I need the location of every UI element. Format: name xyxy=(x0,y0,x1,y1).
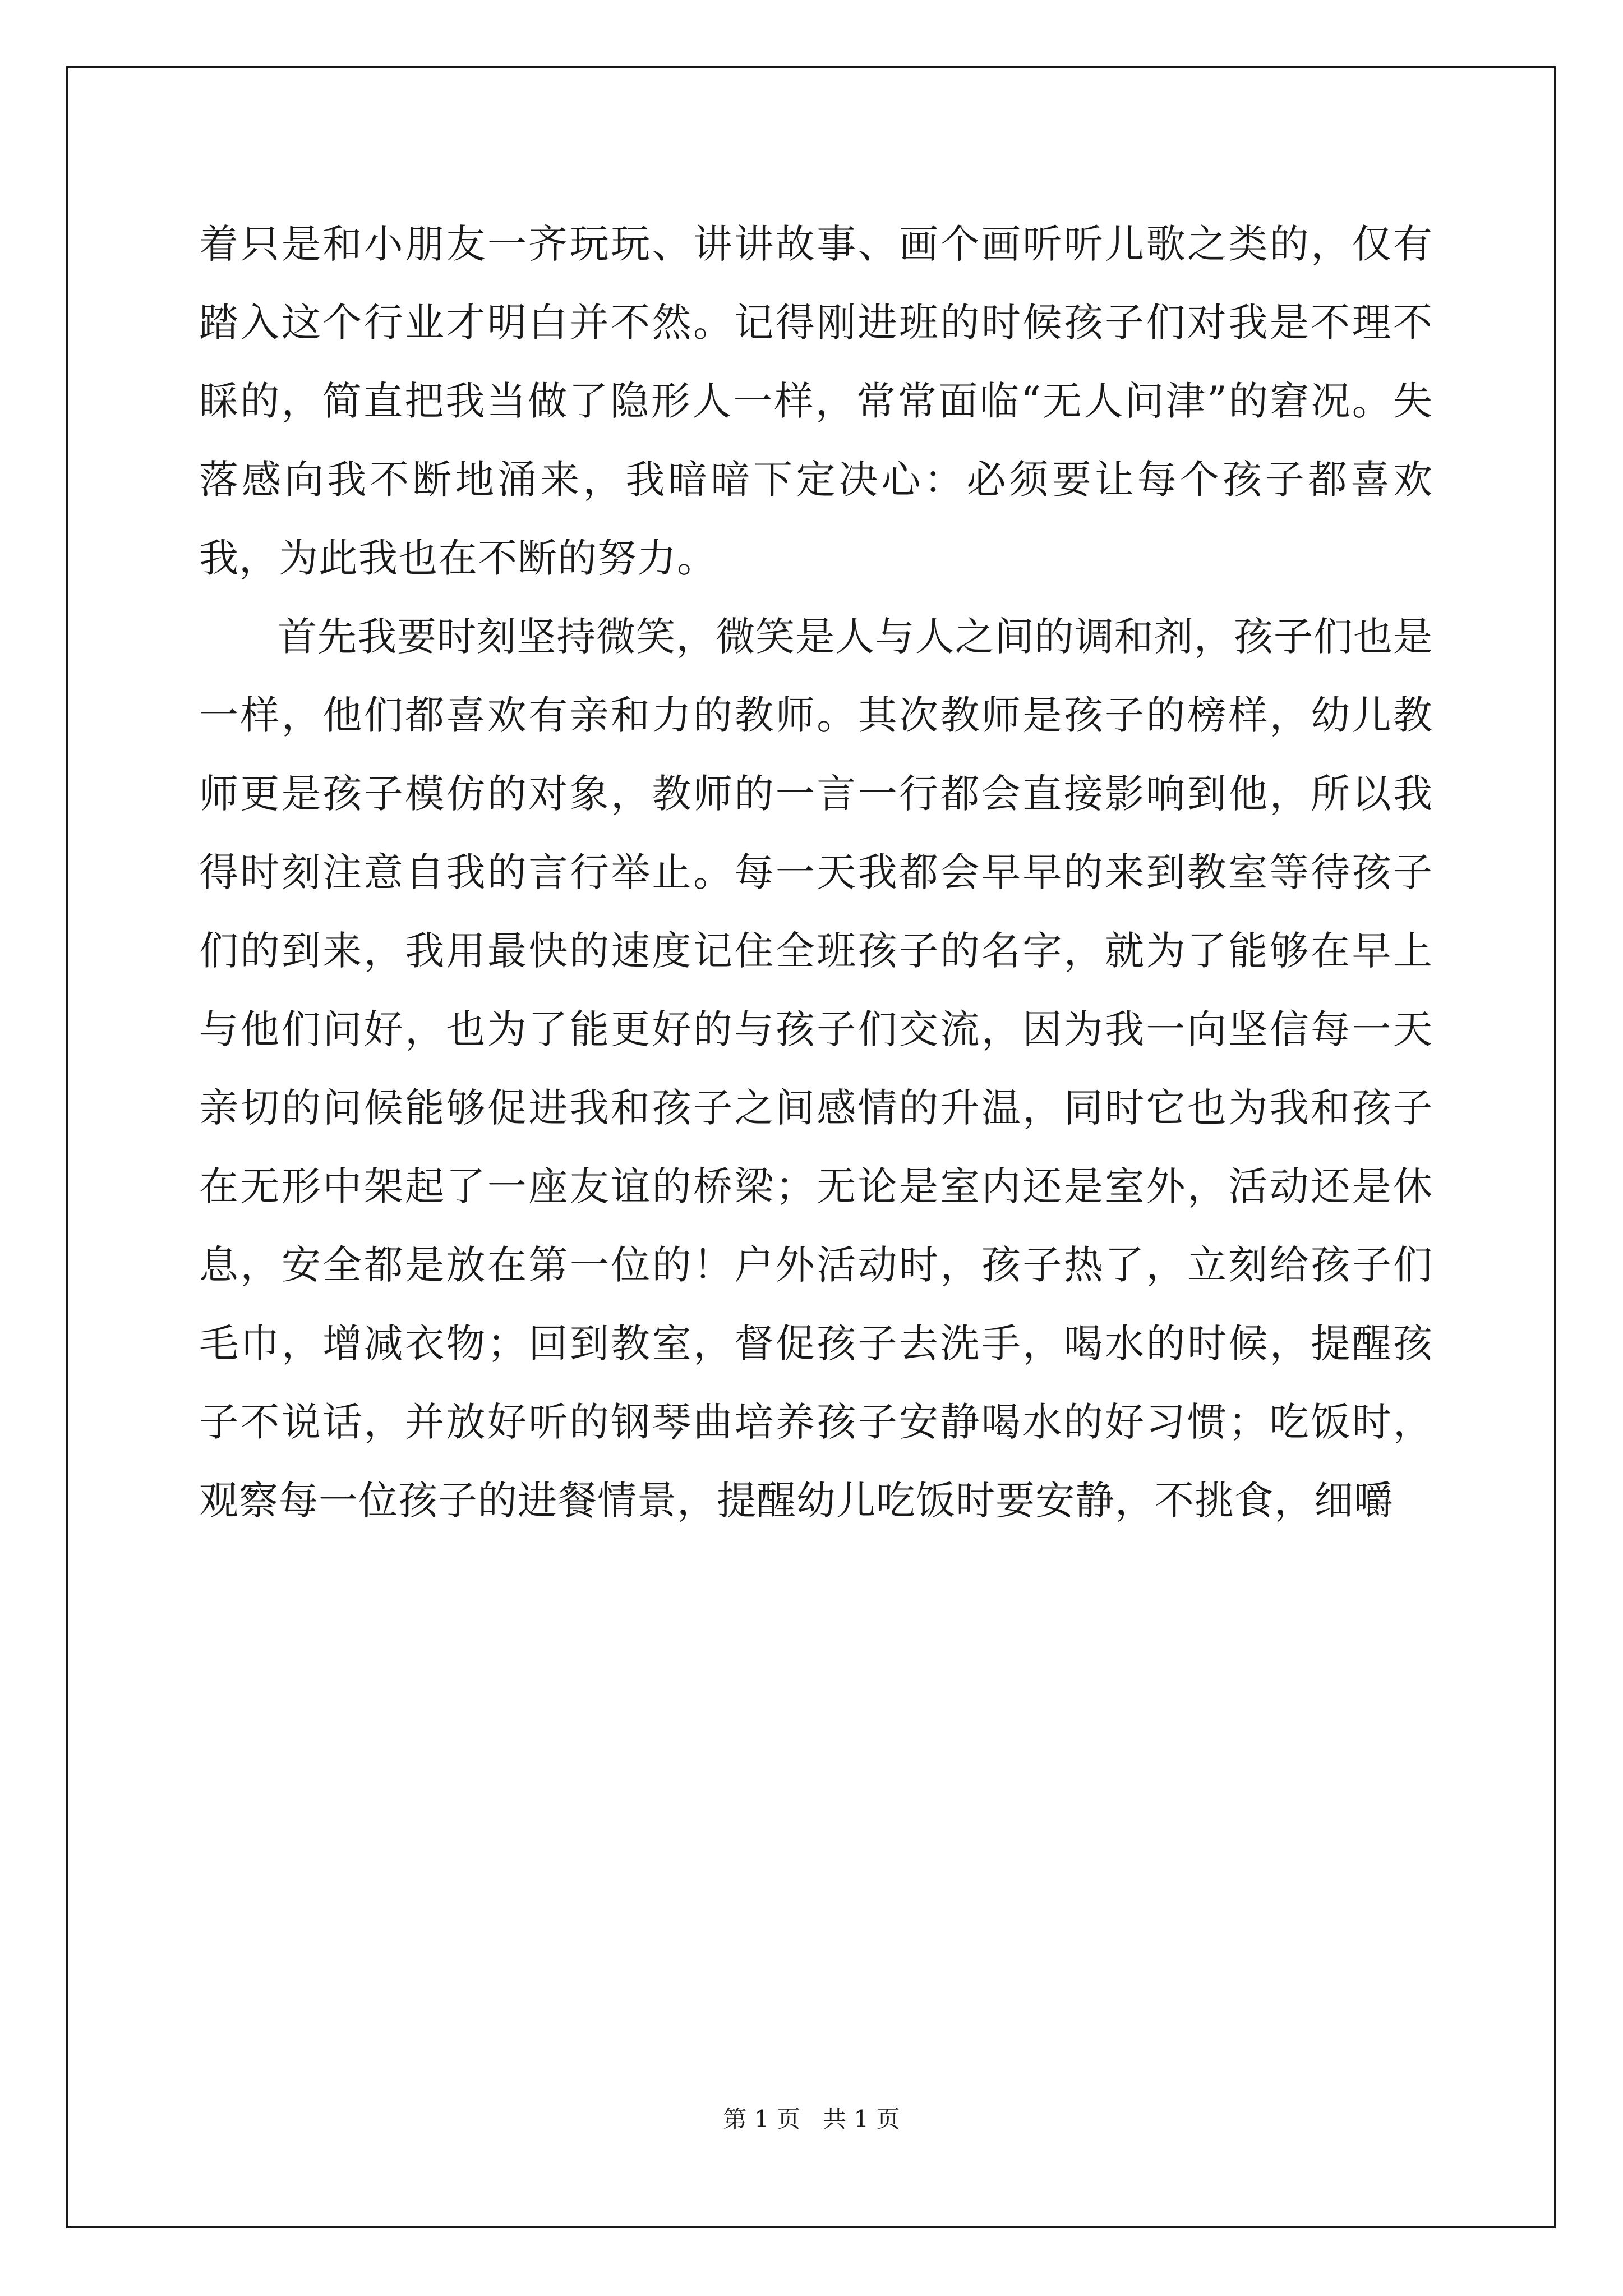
page-footer xyxy=(0,2102,1623,2136)
paragraph-1: 着只是和小朋友一齐玩玩、讲讲故事、画个画听听儿歌之类的，仅有踏入这个行业才明白并不然。记得刚进班的时候孩子们对我是不理不睬的，简直把我当做了隐形人一样，常常面临“无人问津”的窘况。失落感向我不断地涌来，我暗暗下定决心：必须要让每个孩子都喜欢我，为此我也在不断的努力。 xyxy=(199,221,1433,581)
page-total: 共 1 页 xyxy=(823,2105,900,2133)
page-number: 第 1 页 xyxy=(723,2105,800,2133)
paragraph-2: 首先我要时刻坚持微笑，微笑是人与人之间的调和剂，孩子们也是一样，他们都喜欢有亲和力的教师。其次教师是孩子的榜样，幼儿教师更是孩子模仿的对象，教师的一言一行都会直接影响到他，所以我得时刻注意自我的言行举止。每一天我都会早早的来到教室等待孩子们的到来，我用最快的速度记住全班孩子的名字，就为了能够在早上与他们问好，也为了能更好的与孩子们交流，因为我一向坚信每一天亲切的问候能够促进我和孩子之间感情的升温，同时它也为我和孩子在无形中架起了一座友谊的桥梁；无论是室内还是室外，活动还是休息，安全都是放在第一位的！户外活动时，孩子热了，立刻给孩子们毛巾，增减衣物；回到教室，督促孩子去洗手，喝水的时候，提醒孩子不说话，并放好听的钢琴曲培养孩子安静喝水的好习惯；吃饭时，观察每一位孩子的进餐情景，提醒幼儿吃饭时要安静，不挑食，细嚼 xyxy=(199,614,1433,1524)
document-body xyxy=(199,205,1433,1540)
